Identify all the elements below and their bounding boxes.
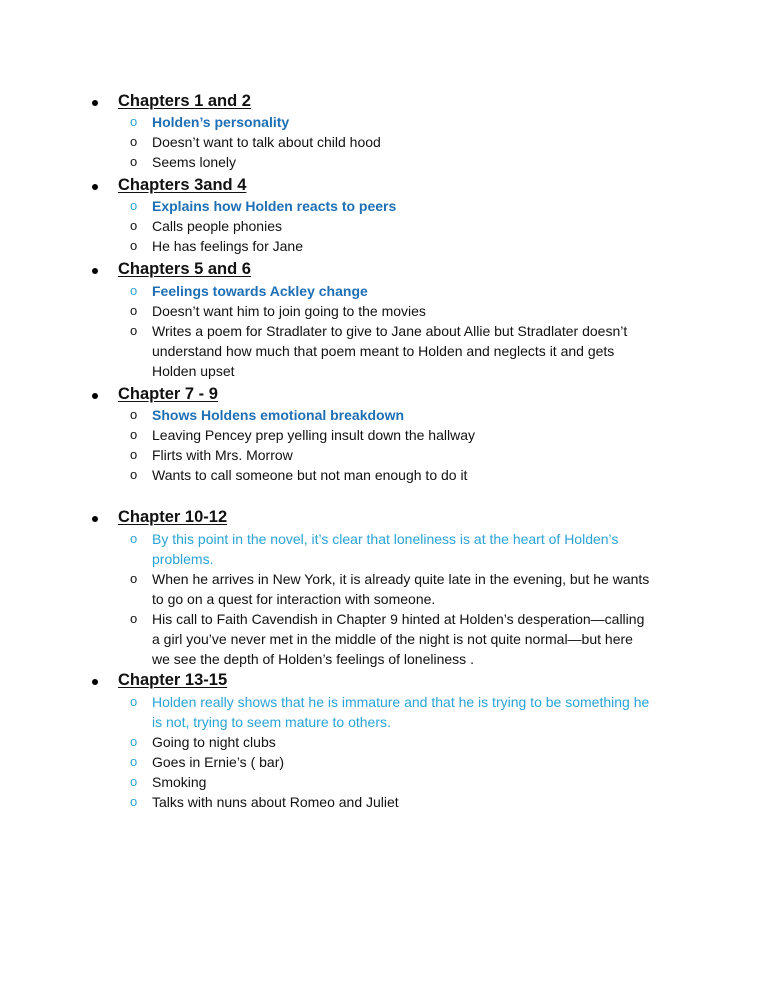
circle-bullet-icon: o	[130, 238, 138, 253]
section-heading: Chapter 7 - 9	[118, 385, 218, 403]
list-item: o Calls people phonies	[130, 218, 282, 234]
list-item: o Writes a poem for Stradlater to give to Jane about Allie but Stradlater doesn’t understand how much that poem meant to Holden and neglects it and gets Holden upset	[130, 323, 628, 379]
list-item: o By this point in the novel, it’s clear that loneliness is at the heart of Holden’s problems.	[130, 531, 619, 567]
list-item: o Holden’s personality	[130, 114, 290, 130]
circle-bullet-icon: o	[130, 571, 138, 586]
section-heading: Chapter 10-12	[118, 508, 228, 526]
list-item: o Explains how Holden reacts to peers	[130, 198, 397, 214]
bullet-icon	[92, 393, 98, 399]
circle-bullet-icon: o	[130, 467, 138, 482]
list-item: o Doesn’t want him to join going to the movies	[130, 303, 426, 319]
bullet-icon	[92, 184, 98, 190]
circle-bullet-icon: o	[130, 303, 138, 318]
list-item: o He has feelings for Jane	[130, 238, 303, 254]
list-item: o Shows Holdens emotional breakdown	[130, 407, 405, 423]
list-item: o Leaving Pencey prep yelling insult down the hallway	[130, 427, 475, 443]
circle-bullet-icon: o	[130, 114, 138, 129]
list-item: o Doesn’t want to talk about child hood	[130, 134, 381, 150]
circle-bullet-icon: o	[130, 427, 138, 442]
circle-bullet-icon: o	[130, 134, 138, 149]
list-item: o Flirts with Mrs. Morrow	[130, 447, 293, 463]
list-item: o Going to night clubs	[130, 734, 276, 750]
circle-bullet-icon: o	[130, 447, 138, 462]
list-item: o Goes in Ernie’s ( bar)	[130, 754, 285, 770]
list-item: o When he arrives in New York, it is already quite late in the evening, but he wants to go on a quest for interaction with someone.	[130, 571, 650, 607]
circle-bullet-icon: o	[130, 754, 138, 769]
bullet-icon	[92, 100, 98, 106]
list-item: o Wants to call someone but not man enough to do it	[130, 467, 468, 483]
circle-bullet-icon: o	[130, 154, 138, 169]
circle-bullet-icon: o	[130, 794, 138, 809]
list-item: o Talks with nuns about Romeo and Juliet	[130, 794, 399, 810]
circle-bullet-icon: o	[130, 774, 138, 789]
bullet-icon	[92, 679, 98, 685]
section-heading: Chapter 13-15	[118, 671, 228, 689]
section-heading: Chapters 5 and 6	[118, 260, 251, 278]
list-item: o His call to Faith Cavendish in Chapter 9 hinted at Holden’s desperation—calling a girl you’ve never met in the middle of the night is not quite normal—but here we see the depth of Holden’s feelings of loneliness .	[130, 611, 645, 667]
section-heading: Chapters 3and 4	[118, 176, 247, 194]
list-item: o Smoking	[130, 774, 207, 790]
circle-bullet-icon: o	[130, 531, 138, 546]
list-item: o Holden really shows that he is immature and that he is trying to be something he is not, trying to seem mature to others.	[130, 694, 650, 730]
circle-bullet-icon: o	[130, 694, 138, 709]
circle-bullet-icon: o	[130, 218, 138, 233]
circle-bullet-icon: o	[130, 323, 138, 338]
circle-bullet-icon: o	[130, 407, 138, 422]
circle-bullet-icon: o	[130, 283, 138, 298]
circle-bullet-icon: o	[130, 734, 138, 749]
section-heading: Chapters 1 and 2	[118, 92, 251, 110]
circle-bullet-icon: o	[130, 198, 138, 213]
bullet-icon	[92, 268, 98, 274]
bullet-icon	[92, 516, 98, 522]
list-item: o Seems lonely	[130, 154, 237, 170]
list-item: o Feelings towards Ackley change	[130, 283, 368, 299]
circle-bullet-icon: o	[130, 611, 138, 626]
